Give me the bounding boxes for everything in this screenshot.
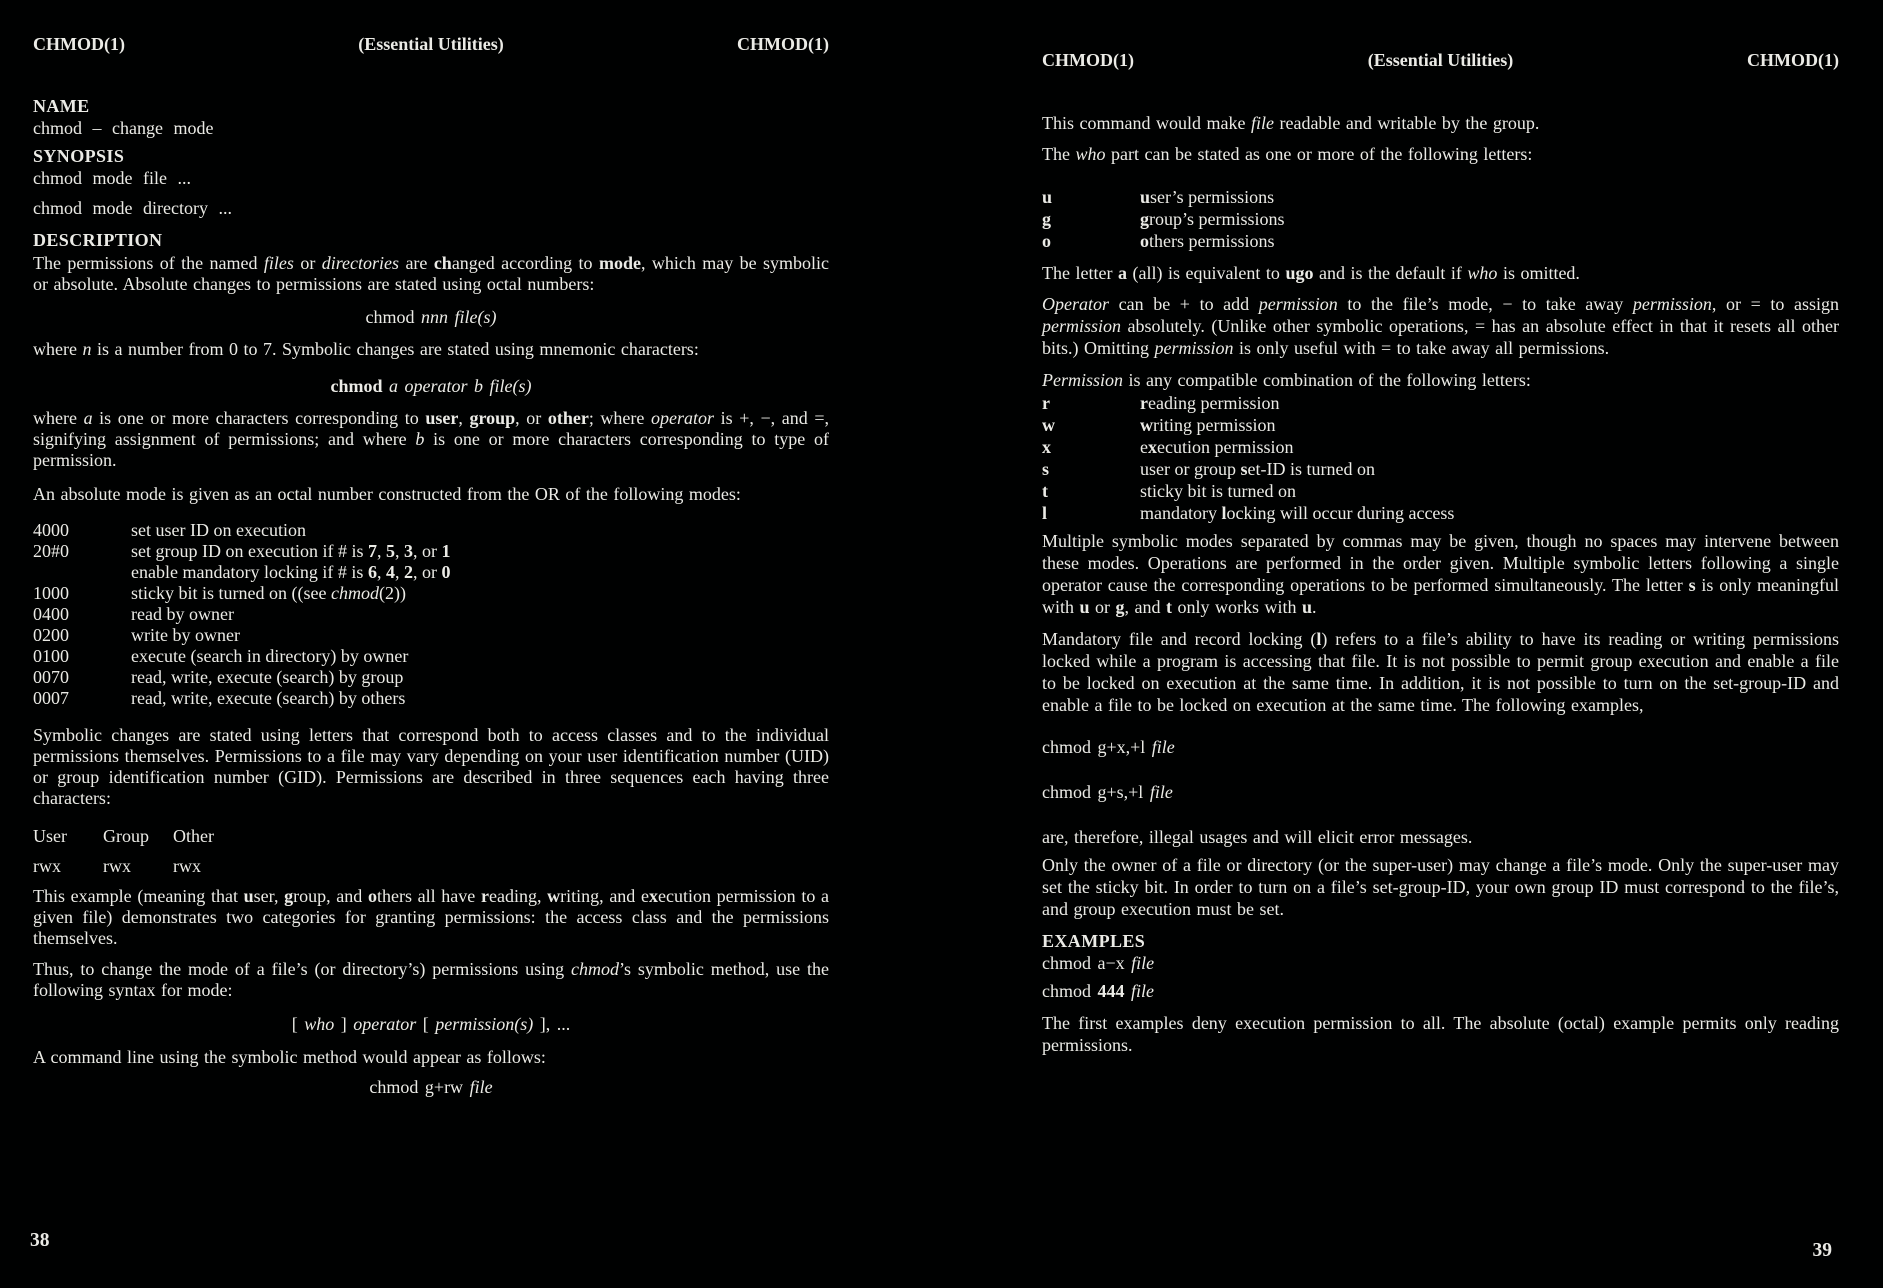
- definition-term: u: [1042, 187, 1053, 207]
- definition-text: [131, 520, 829, 541]
- text-run: thers permissions: [1149, 231, 1275, 251]
- text-run: t: [1166, 597, 1173, 617]
- definition-term: s: [1042, 459, 1050, 479]
- definition-text: [1140, 414, 1839, 436]
- text-run: Mandatory file and record locking (: [1042, 629, 1317, 649]
- definition-text: [1140, 186, 1839, 208]
- text-run: a operator b file(s): [389, 376, 532, 396]
- text-run: sticky bit is turned on: [1140, 481, 1296, 501]
- synopsis-line: [33, 168, 829, 189]
- text-run: 6: [367, 562, 377, 582]
- text-run: read, write, execute (search) by group: [131, 667, 404, 687]
- text-run: who: [304, 1014, 335, 1034]
- text-run: e: [1140, 437, 1148, 457]
- text-run: eading permission: [1148, 393, 1280, 413]
- text-run: eading,: [488, 886, 548, 906]
- text-run: chmod: [1042, 981, 1098, 1001]
- table-cell: rwx: [103, 856, 131, 876]
- display-command-line: [33, 307, 829, 328]
- paragraph: [1042, 628, 1839, 716]
- text-run: permission: [1042, 316, 1122, 336]
- text-run: a: [83, 408, 93, 428]
- text-run: u: [243, 886, 254, 906]
- text-run: u: [1079, 597, 1090, 617]
- text-run: anged according to: [451, 253, 599, 273]
- text-run: The letter: [1042, 263, 1118, 283]
- text-run: chmod: [570, 959, 619, 979]
- definition-term: 0200: [33, 625, 69, 645]
- text-run: where: [33, 408, 84, 428]
- text-run: w: [1140, 415, 1153, 435]
- paragraph: [1042, 1012, 1839, 1056]
- definition-text: [131, 541, 829, 562]
- text-run: is omitted.: [1497, 263, 1580, 283]
- text-run: operator: [353, 1014, 417, 1034]
- definition-text: [131, 688, 829, 709]
- text-run: n: [82, 339, 92, 359]
- header-command-name: CHMOD(1): [1042, 50, 1134, 70]
- text-run: write by owner: [131, 625, 240, 645]
- text-run: 5: [385, 541, 395, 561]
- text-run: g: [1140, 209, 1149, 229]
- table-cell: rwx: [33, 856, 61, 876]
- text-run: ser,: [253, 886, 285, 906]
- text-run: file: [1149, 782, 1173, 802]
- text-run: chmod mode file ...: [33, 168, 191, 188]
- definition-term: g: [1042, 209, 1051, 229]
- section-heading: [33, 146, 829, 167]
- text-run: x: [648, 886, 658, 906]
- text-run: [: [416, 1014, 436, 1034]
- definition-term: w: [1042, 415, 1055, 435]
- text-run: file: [1124, 981, 1154, 1001]
- text-run: ]: [334, 1014, 354, 1034]
- text-run: chmod: [330, 376, 383, 396]
- text-run: (all) is equivalent to: [1126, 263, 1286, 283]
- text-run: chmod mode directory ...: [33, 198, 232, 218]
- display-command-line: [33, 1077, 829, 1098]
- definition-term: x: [1042, 437, 1051, 457]
- definition-term: l: [1042, 503, 1048, 523]
- text-run: permission: [1258, 294, 1338, 314]
- text-run: ; where: [588, 408, 652, 428]
- text-run: chmod – change mode: [33, 118, 214, 138]
- text-run: r: [1140, 393, 1148, 413]
- text-run: The first examples deny execution permission to all. The absolute (octal) example permits only reading permissions.: [1042, 1013, 1839, 1055]
- text-run: roup, and: [293, 886, 368, 906]
- text-run: ,: [458, 408, 470, 428]
- text-run: 4: [385, 562, 395, 582]
- text-run: ecution permission to a given file) demonstrates two categories for granting permissions: the access class and the permissions themselves.: [33, 886, 829, 948]
- text-run: 7: [367, 541, 377, 561]
- definition-row: [33, 520, 829, 541]
- paragraph: [1042, 530, 1839, 618]
- text-run: nnn file(s): [421, 307, 497, 327]
- text-run: is a number from 0 to 7. Symbolic changes are stated using mnemonic characters:: [91, 339, 699, 359]
- text-run: l: [1221, 503, 1227, 523]
- text-run: [: [291, 1014, 305, 1034]
- text-run: set user ID on execution: [131, 520, 306, 540]
- definition-row: [1042, 392, 1839, 414]
- text-run: 444: [1097, 981, 1125, 1001]
- section-heading: [1042, 930, 1839, 952]
- text-run: ocking will occur during access: [1226, 503, 1455, 523]
- paragraph: [33, 725, 829, 809]
- text-run: are, therefore, illegal usages and will elicit error messages.: [1042, 827, 1473, 847]
- text-run: s: [1688, 575, 1696, 595]
- example-command: [1042, 952, 1839, 974]
- text-run: , which may be symbolic or absolute. Absolute changes to permissions are stated using octal numbers:: [33, 253, 829, 294]
- text-run: only works with: [1172, 597, 1303, 617]
- text-run: NAME: [33, 96, 90, 116]
- text-run: ) refers to a file’s ability to have its reading or writing permissions locked while a program is accessing that file. It is not possible to permit group execution and enable a file to be locked on execution at the same time. In addition, it is not possible to turn on the set-group-ID and enable a file to be locked on execution at the same time. The following examples,: [1042, 629, 1839, 715]
- text-run: files: [263, 253, 294, 273]
- text-run: file: [1250, 113, 1274, 133]
- definition-row: [33, 604, 829, 625]
- text-run: are: [399, 253, 434, 273]
- definition-term: 0400: [33, 604, 69, 624]
- text-run: , and: [1124, 597, 1167, 617]
- text-run: can be + to add: [1109, 294, 1259, 314]
- definition-term: o: [1042, 231, 1051, 251]
- text-run: is one or more characters corresponding to type of permission.: [33, 429, 829, 470]
- synopsis-line: [33, 118, 829, 139]
- text-run: and is the default if: [1313, 263, 1468, 283]
- table-row: [33, 856, 829, 877]
- paragraph: [1042, 112, 1839, 134]
- section-heading: [33, 230, 829, 251]
- text-run: ,: [376, 541, 386, 561]
- definition-text: [131, 562, 829, 583]
- definition-text: [1140, 230, 1839, 252]
- definition-term: r: [1042, 393, 1050, 413]
- text-run: EXAMPLES: [1042, 931, 1146, 951]
- text-run: .: [1312, 597, 1317, 617]
- text-run: who: [1075, 144, 1106, 164]
- definition-row: [1042, 230, 1839, 252]
- text-run: group: [469, 408, 516, 428]
- example-command: [1042, 736, 1839, 758]
- text-run: SYNOPSIS: [33, 146, 125, 166]
- text-run: file: [469, 1077, 493, 1097]
- text-run: DESCRIPTION: [33, 230, 163, 250]
- text-run: w: [547, 886, 561, 906]
- definition-text: [1140, 480, 1839, 502]
- text-run: ,: [394, 562, 404, 582]
- definition-term: t: [1042, 481, 1048, 501]
- text-run: operator: [651, 408, 715, 428]
- text-run: user or group: [1140, 459, 1241, 479]
- paragraph: [1042, 826, 1839, 848]
- text-run: , or: [412, 541, 442, 561]
- definition-term: 4000: [33, 520, 69, 540]
- definition-list: [1042, 392, 1839, 524]
- text-run: permission: [1154, 338, 1234, 358]
- definition-text: [131, 604, 829, 625]
- text-run: 1: [441, 541, 451, 561]
- text-run: u: [1140, 187, 1151, 207]
- definition-row: [1042, 208, 1839, 230]
- table-cell: Group: [103, 826, 149, 846]
- text-run: read by owner: [131, 604, 234, 624]
- definition-term: 0100: [33, 646, 69, 666]
- definition-term: 0070: [33, 667, 69, 687]
- text-run: chmod g+s,+l: [1042, 782, 1150, 802]
- text-run: Multiple symbolic modes separated by commas may be given, though no spaces may intervene between these modes. Operations are performed in the order given. Multiple symbolic letters following a single operator cause the corresponding operations to be performed simultaneously. The letter: [1042, 531, 1839, 595]
- table-cell: rwx: [173, 856, 201, 876]
- text-run: Thus, to change the mode of a file’s (or directory’s) permissions using: [33, 959, 571, 979]
- definition-text: [1140, 502, 1839, 524]
- text-run: , or: [515, 408, 548, 428]
- definition-row: [33, 562, 829, 583]
- text-run: thers all have: [376, 886, 481, 906]
- text-run: permission(s): [435, 1014, 534, 1034]
- text-run: directories: [321, 253, 400, 273]
- paragraph: [1042, 143, 1839, 165]
- text-run: riting, and e: [560, 886, 649, 906]
- text-run: This command would make: [1042, 113, 1251, 133]
- text-run: Operator: [1042, 294, 1109, 314]
- section-heading: [33, 96, 829, 117]
- text-run: ,: [376, 562, 386, 582]
- text-run: chmod g+rw: [369, 1077, 470, 1097]
- text-run: 3: [403, 541, 413, 561]
- text-run: ch: [433, 253, 452, 273]
- text-run: mode: [598, 253, 641, 273]
- text-run: (2)): [378, 583, 406, 603]
- text-run: The permissions of the named: [33, 253, 264, 273]
- definition-term: 20#0: [33, 541, 69, 561]
- paragraph: [1042, 854, 1839, 920]
- permission-table: [33, 826, 829, 877]
- paragraph: [1042, 262, 1839, 284]
- definition-row: [33, 583, 829, 604]
- text-run: The: [1042, 144, 1076, 164]
- header-command-name: CHMOD(1): [33, 34, 125, 54]
- text-run: read, write, execute (search) by others: [131, 688, 406, 708]
- paragraph: [33, 253, 829, 295]
- text-run: et-ID is turned on: [1247, 459, 1375, 479]
- definition-text: [131, 583, 829, 604]
- text-run: or: [1089, 597, 1116, 617]
- text-run: user: [425, 408, 459, 428]
- text-run: to the file’s mode, − to take away: [1337, 294, 1633, 314]
- text-run: 0: [441, 562, 451, 582]
- definition-row: [1042, 458, 1839, 480]
- text-run: file: [1131, 953, 1155, 973]
- definition-row: [1042, 186, 1839, 208]
- text-run: l: [1316, 629, 1322, 649]
- display-command-line: [33, 376, 829, 397]
- text-run: b: [415, 429, 425, 449]
- header-command-name: CHMOD(1): [737, 34, 829, 54]
- text-run: x: [1148, 437, 1157, 457]
- definition-text: [131, 625, 829, 646]
- text-run: readable and writable by the group.: [1273, 113, 1540, 133]
- definition-text: [131, 667, 829, 688]
- definition-row: [1042, 414, 1839, 436]
- text-run: permission: [1632, 294, 1712, 314]
- text-run: A command line using the symbolic method would appear as follows:: [33, 1047, 546, 1067]
- text-run: This example (meaning that: [33, 886, 244, 906]
- text-run: chmod a−x: [1042, 953, 1132, 973]
- paragraph: [33, 339, 829, 360]
- text-run: Only the owner of a file or directory (or the super-user) may change a file’s mode. Only the super-user may set the sticky bit. In order to turn on a file’s set-group-ID, your own group ID must correspond to the file’s, and group execution must be set.: [1042, 855, 1839, 919]
- page-right: [1042, 0, 1839, 1288]
- text-run: , or: [412, 562, 442, 582]
- text-run: ser’s permissions: [1150, 187, 1275, 207]
- text-run: absolutely. (Unlike other symbolic operations, = has an absolute effect in that it resets all other bits.) Omitting: [1042, 316, 1839, 358]
- definition-list: [1042, 186, 1839, 252]
- text-run: other: [547, 408, 589, 428]
- text-run: ’s symbolic method, use the following syntax for mode:: [33, 959, 829, 1000]
- text-run: Symbolic changes are stated using letters that correspond both to access classes and to the individual permissions themselves. Permissions to a file may vary depending on your user identification number (UID) or group identification number (GID). Permissions are described in three sequences each having three characters:: [33, 725, 829, 808]
- paragraph: [33, 959, 829, 1001]
- paragraph: [33, 1047, 829, 1068]
- definition-text: [1140, 208, 1839, 230]
- text-run: u: [1302, 597, 1313, 617]
- text-run: set group ID on execution if # is: [131, 541, 368, 561]
- definition-row: [1042, 436, 1839, 458]
- text-run: is one or more characters corresponding to: [92, 408, 426, 428]
- text-run: roup’s permissions: [1149, 209, 1285, 229]
- text-run: 2: [403, 562, 413, 582]
- text-run: o: [1140, 231, 1149, 251]
- definition-row: [33, 541, 829, 562]
- page-content: [33, 0, 829, 1098]
- text-run: is only meaningful with: [1042, 575, 1840, 617]
- paragraph: [33, 408, 829, 471]
- text-run: a: [1117, 263, 1127, 283]
- example-command: [1042, 980, 1839, 1002]
- text-run: o: [367, 886, 377, 906]
- example-command: [1042, 781, 1839, 803]
- page-content: [1042, 0, 1839, 1056]
- paragraph: [1042, 293, 1839, 359]
- page-number: 39: [1812, 1240, 1832, 1261]
- definition-text: [131, 646, 829, 667]
- text-run: or: [293, 253, 322, 273]
- definition-row: [33, 688, 829, 709]
- text-run: file: [1151, 737, 1175, 757]
- text-run: execute (search in directory) by owner: [131, 646, 409, 666]
- table-row: [33, 826, 829, 847]
- text-run: part can be stated as one or more of the following letters:: [1105, 144, 1533, 164]
- page-left: [30, 0, 829, 1288]
- text-run: r: [480, 886, 489, 906]
- definition-row: [33, 646, 829, 667]
- definition-term: [33, 562, 131, 583]
- text-run: chmod: [365, 307, 421, 327]
- text-run: where: [33, 339, 83, 359]
- display-command-line: [33, 1014, 829, 1035]
- text-run: , or = to assign: [1711, 294, 1839, 314]
- header-section-title: (Essential Utilities): [1367, 50, 1514, 70]
- definition-row: [1042, 480, 1839, 502]
- text-run: who: [1467, 263, 1498, 283]
- text-run: chmod g+x,+l: [1042, 737, 1152, 757]
- synopsis-line: [33, 198, 829, 219]
- text-run: is +, −, and =, signifying assignment of permissions; and where: [33, 408, 829, 449]
- text-run: An absolute mode is given as an octal number constructed from the OR of the following modes:: [33, 484, 741, 504]
- text-run: g: [1115, 597, 1125, 617]
- text-run: enable mandatory locking if # is: [131, 562, 368, 582]
- definition-text: [1140, 436, 1839, 458]
- definition-text: [1140, 392, 1839, 414]
- header-command-name: CHMOD(1): [1747, 50, 1839, 70]
- definition-row: [33, 625, 829, 646]
- definition-term: 1000: [33, 583, 69, 603]
- text-run: s: [1240, 459, 1248, 479]
- definition-row: [1042, 502, 1839, 524]
- paragraph: [33, 886, 829, 949]
- text-run: ugo: [1285, 263, 1314, 283]
- definition-row: [33, 667, 829, 688]
- text-run: is only useful with = to take away all permissions.: [1233, 338, 1610, 358]
- text-run: is any compatible combination of the following letters:: [1123, 370, 1531, 390]
- text-run: sticky bit is turned on ((see: [131, 583, 331, 603]
- table-cell: User: [33, 826, 67, 846]
- table-cell: Other: [173, 826, 214, 846]
- text-run: mandatory: [1140, 503, 1222, 523]
- text-run: chmod: [330, 583, 379, 603]
- definition-list: [33, 520, 829, 709]
- text-run: ,: [394, 541, 404, 561]
- header-section-title: (Essential Utilities): [358, 34, 504, 54]
- definition-text: [1140, 458, 1839, 480]
- text-run: ecution permission: [1157, 437, 1294, 457]
- paragraph: [1042, 369, 1839, 391]
- paragraph: [33, 484, 829, 505]
- text-run: g: [284, 886, 294, 906]
- page-number: 38: [30, 1230, 50, 1251]
- text-run: ], ...: [533, 1014, 571, 1034]
- text-run: riting permission: [1153, 415, 1276, 435]
- text-run: Permission: [1042, 370, 1123, 390]
- definition-term: 0007: [33, 688, 69, 708]
